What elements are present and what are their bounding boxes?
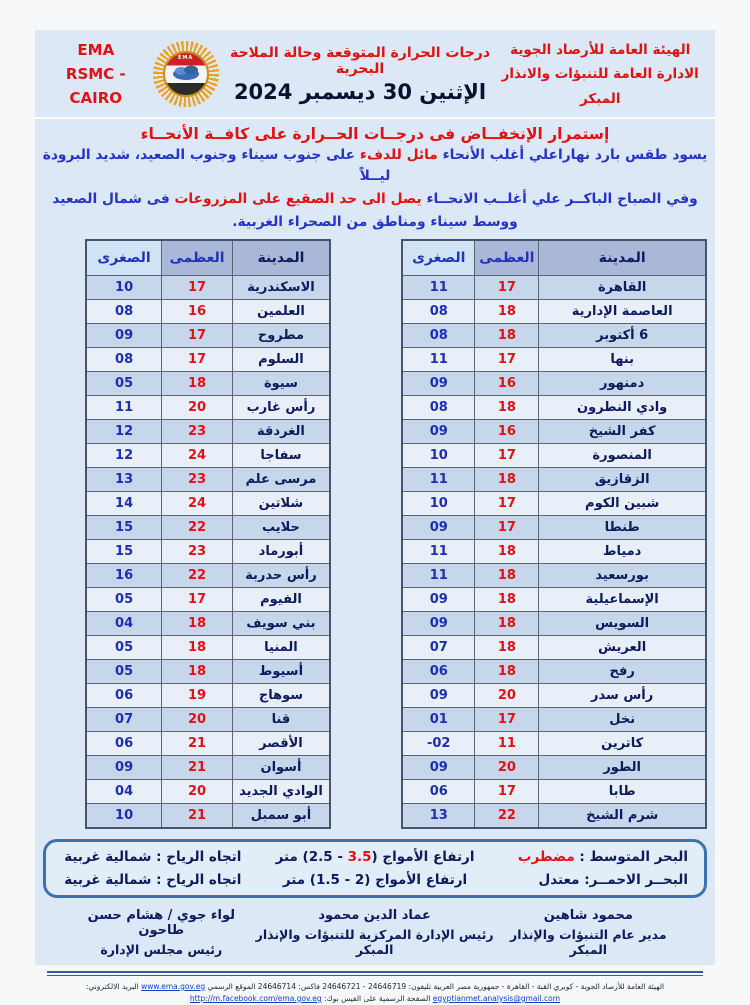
cell-max: 20: [475, 755, 539, 779]
signature-board-chairman: [73, 908, 250, 957]
text-segment: على جنوب سيناء وجنوب الصعيد، شديد البرودة ليــلاً: [42, 146, 391, 184]
cell-city: مطروح: [232, 323, 330, 347]
cell-city: أبو سمبل: [232, 803, 330, 828]
cell-city: كفر الشيخ: [539, 419, 706, 443]
forecast-line-2: [35, 189, 715, 210]
wave-range: [303, 849, 378, 865]
cell-min: 12: [86, 443, 162, 467]
city-row: [86, 467, 330, 491]
cell-max: 18: [162, 371, 233, 395]
cell-max: 17: [475, 491, 539, 515]
cell-min: 14: [86, 491, 162, 515]
city-row: [86, 347, 330, 371]
cell-min: 01: [402, 707, 475, 731]
cell-min: 15: [86, 539, 162, 563]
wave-range: [310, 872, 371, 888]
cell-min: 10: [402, 491, 475, 515]
city-row: [86, 755, 330, 779]
city-row: [86, 323, 330, 347]
ema-abbrev: EMA: [77, 41, 115, 60]
cell-min: 09: [402, 515, 475, 539]
city-row: [402, 707, 706, 731]
city-row: [86, 683, 330, 707]
cell-max: 21: [162, 803, 233, 828]
cell-max: 24: [162, 443, 233, 467]
cell-max: 18: [475, 611, 539, 635]
cell-min: 08: [402, 323, 475, 347]
city-row: [402, 419, 706, 443]
cell-min: 09: [86, 755, 162, 779]
rsmc-cairo-label: RSMC - CAIRO: [65, 65, 126, 108]
cell-min: 09: [402, 587, 475, 611]
city-row: [402, 515, 706, 539]
city-row: [402, 467, 706, 491]
city-row: [86, 587, 330, 611]
cell-max: 20: [162, 395, 233, 419]
footer-link[interactable]: www.ema.gov.eg: [141, 981, 206, 991]
cell-min: 11: [402, 563, 475, 587]
text-segment: فى شمال الصعيد: [52, 190, 175, 207]
cell-max: 23: [162, 467, 233, 491]
red-sea-state: [506, 872, 688, 888]
red-sea-row: [62, 872, 688, 888]
cell-max: 17: [162, 587, 233, 611]
cell-max: 18: [162, 659, 233, 683]
cell-max: 18: [475, 635, 539, 659]
cell-city: الطور: [539, 755, 706, 779]
cell-max: 18: [475, 563, 539, 587]
cell-city: المنيا: [232, 635, 330, 659]
cell-max: 21: [162, 731, 233, 755]
city-row: [402, 611, 706, 635]
cell-city: السويس: [539, 611, 706, 635]
cell-min: 11: [86, 395, 162, 419]
city-row: [86, 659, 330, 683]
cell-min: -02: [402, 731, 475, 755]
city-row: [86, 491, 330, 515]
cell-min: 10: [402, 443, 475, 467]
wave-range-high: 3.5: [347, 848, 372, 865]
cell-min: 16: [86, 563, 162, 587]
text-segment: الصفحة الرسمية على الفيس بوك:: [321, 993, 433, 1003]
cell-min: 05: [86, 587, 162, 611]
city-row: [402, 323, 706, 347]
signatory-title: رئيس مجلس الإدارة: [100, 941, 223, 957]
city-row: [86, 731, 330, 755]
cell-city: القاهرة: [539, 275, 706, 299]
table-header-row: [86, 240, 330, 276]
cell-city: السلوم: [232, 347, 330, 371]
city-row: [86, 611, 330, 635]
cell-city: العلمين: [232, 299, 330, 323]
red-sea-wave-height: [244, 872, 507, 888]
signature-central-admin-head: [250, 908, 500, 957]
cell-min: 07: [86, 707, 162, 731]
cell-max: 11: [475, 731, 539, 755]
cell-city: 6 أكتوبر: [539, 323, 706, 347]
cell-min: 08: [402, 299, 475, 323]
cell-max: 17: [162, 323, 233, 347]
cell-max: 21: [162, 755, 233, 779]
cell-city: رأس غارب: [232, 395, 330, 419]
cell-min: 13: [86, 467, 162, 491]
authority-titles: [495, 38, 705, 111]
city-row: [86, 563, 330, 587]
wave-label: ارتفاع الأمواج: [370, 871, 468, 888]
cloud-icon: [169, 64, 203, 82]
cell-max: 17: [475, 347, 539, 371]
wave-range-low: (2.5 -: [302, 848, 343, 865]
signatures-row: [35, 908, 715, 957]
city-row: [402, 779, 706, 803]
cell-city: دمنهور: [539, 371, 706, 395]
cell-max: 19: [162, 683, 233, 707]
city-row: [402, 539, 706, 563]
city-row: [86, 707, 330, 731]
city-row: [86, 299, 330, 323]
forecast-line-3: [35, 212, 715, 233]
wind-value: شمالية غربية: [64, 848, 152, 865]
wave-range-close: ): [364, 871, 371, 888]
city-row: [402, 563, 706, 587]
red-sea-wind: [62, 872, 244, 888]
text-segment: يسود طقس بارد نهاراعلي أغلب الأنحاء: [437, 146, 708, 163]
cell-min: 07: [402, 635, 475, 659]
table-header-row: [402, 240, 706, 276]
text-segment: يصل الى حد الصقيع على المزروعات: [174, 190, 422, 207]
bulletin-title-block: [225, 45, 496, 104]
cell-city: سيوة: [232, 371, 330, 395]
city-row: [86, 803, 330, 828]
authority-name: الهيئة العامة للأرصاد الجوية: [510, 42, 691, 58]
cell-min: 05: [86, 371, 162, 395]
cell-min: 09: [86, 323, 162, 347]
cell-max: 17: [162, 275, 233, 299]
signatory-title: مدير عام التنبؤات والإنذار المبكر: [510, 926, 667, 957]
cell-city: أبورماد: [232, 539, 330, 563]
cell-max: 17: [475, 443, 539, 467]
cell-max: 22: [162, 515, 233, 539]
cell-min: 06: [402, 659, 475, 683]
city-row: [402, 683, 706, 707]
cell-max: 18: [475, 659, 539, 683]
cell-min: 04: [86, 611, 162, 635]
city-row: [402, 347, 706, 371]
cell-city: شبين الكوم: [539, 491, 706, 515]
wind-label: اتجاه الرياح :: [151, 848, 242, 865]
signatory-title: رئيس الإدارة المركزية للتنبؤات والإنذار المبكر: [255, 926, 494, 957]
city-row: [402, 659, 706, 683]
cell-max: 16: [475, 371, 539, 395]
cell-min: 11: [402, 347, 475, 371]
cell-min: 09: [402, 371, 475, 395]
cell-city: العاصمة الإدارية: [539, 299, 706, 323]
cell-min: 08: [86, 299, 162, 323]
department-name: الادارة العامة للتنبؤات والانذار المبكر: [501, 66, 699, 107]
city-row: [402, 395, 706, 419]
cell-city: طابا: [539, 779, 706, 803]
cell-min: 08: [86, 347, 162, 371]
cell-max: 18: [475, 587, 539, 611]
cell-min: 09: [402, 755, 475, 779]
cell-city: العريش: [539, 635, 706, 659]
sea-label: البحر المتوسط :: [574, 848, 688, 865]
cell-city: الإسماعيلية: [539, 587, 706, 611]
cell-max: 18: [162, 635, 233, 659]
column-header: العظمى: [475, 240, 539, 276]
cell-city: رفح: [539, 659, 706, 683]
cell-city: سوهاج: [232, 683, 330, 707]
cell-max: 22: [162, 563, 233, 587]
bulletin-date: الإثنين 30 ديسمبر 2024: [233, 79, 487, 104]
sea-state-value: مضطرب: [517, 848, 575, 865]
forecast-headline: إستمرار الإنخفــاض فى درجــات الحــرارة على كافــة الأنحــاء: [140, 124, 610, 143]
signatory-name: عماد الدين محمود: [318, 907, 431, 923]
marine-conditions-box: [43, 839, 707, 898]
cell-min: 09: [402, 611, 475, 635]
cell-city: سفاجا: [232, 443, 330, 467]
city-row: [402, 443, 706, 467]
cell-city: الأقصر: [232, 731, 330, 755]
signature-forecast-director: [500, 908, 677, 957]
cell-city: شرم الشيخ: [539, 803, 706, 828]
cell-max: 17: [475, 275, 539, 299]
bulletin-header: [35, 36, 715, 119]
cell-max: 18: [162, 611, 233, 635]
cell-min: 15: [86, 515, 162, 539]
wave-unit: متر: [282, 871, 310, 888]
cell-max: 20: [162, 707, 233, 731]
city-row: [86, 779, 330, 803]
mediterranean-wind: [62, 849, 244, 865]
wave-unit: متر: [275, 848, 303, 865]
city-row: [86, 419, 330, 443]
signatory-name: لواء جوي / هشام حسن طاحون: [87, 907, 235, 938]
text-segment: البريد الالكتروني:: [85, 981, 142, 991]
cell-max: 16: [162, 299, 233, 323]
cell-city: بورسعيد: [539, 563, 706, 587]
cell-city: الوادي الجديد: [232, 779, 330, 803]
cell-min: 13: [402, 803, 475, 828]
sea-state-value: معتدل: [538, 871, 580, 888]
column-header: المدينة: [539, 240, 706, 276]
cell-city: الغردقة: [232, 419, 330, 443]
cell-city: مرسى علم: [232, 467, 330, 491]
wave-range-close: ): [371, 848, 378, 865]
cell-max: 20: [475, 683, 539, 707]
column-header: العظمى: [162, 240, 233, 276]
text-segment: ووسط سيناء ومناطق من الصحراء الغربية.: [232, 213, 518, 230]
cell-city: حلايب: [232, 515, 330, 539]
bulletin-title: درجات الحرارة المتوقعة وحالة الملاحة البحرية: [229, 44, 491, 77]
mediterranean-state: [506, 849, 688, 865]
cell-min: 10: [86, 275, 162, 299]
cell-city: نخل: [539, 707, 706, 731]
cell-min: 11: [402, 275, 475, 299]
bulletin-panel: [35, 30, 715, 965]
temperature-table-cairo-delta-sinai: [401, 239, 707, 829]
footer-link[interactable]: http://m.facebook.com/ema.gov.eg: [189, 993, 322, 1003]
cell-city: رأس سدر: [539, 683, 706, 707]
sea-label: البحــر الاحمــر:: [579, 871, 688, 888]
city-row: [86, 539, 330, 563]
cell-city: الزقازيق: [539, 467, 706, 491]
city-row: [402, 587, 706, 611]
cell-min: 11: [402, 539, 475, 563]
cell-city: أسوان: [232, 755, 330, 779]
ema-sun-logo: [153, 41, 219, 107]
cell-city: الفيوم: [232, 587, 330, 611]
cell-max: 17: [475, 515, 539, 539]
column-header: الصغرى: [402, 240, 475, 276]
column-header: الصغرى: [86, 240, 162, 276]
cell-max: 16: [475, 419, 539, 443]
city-row: [86, 395, 330, 419]
footer-divider: [47, 971, 703, 976]
cell-max: 18: [475, 299, 539, 323]
city-row: [86, 275, 330, 299]
wind-label: اتجاه الرياح :: [151, 871, 242, 888]
cell-min: 06: [402, 779, 475, 803]
text-segment: مائل للدفء: [359, 146, 438, 163]
mediterranean-row: [62, 849, 688, 865]
cell-min: 05: [86, 659, 162, 683]
cell-max: 22: [475, 803, 539, 828]
cell-min: 11: [402, 467, 475, 491]
mediterranean-wave-height: [244, 849, 507, 865]
cell-city: رأس حدربة: [232, 563, 330, 587]
cell-max: 20: [162, 779, 233, 803]
ema-latin-titles: [45, 38, 147, 110]
wind-value: شمالية غربية: [64, 871, 152, 888]
cell-city: المنصورة: [539, 443, 706, 467]
city-row: [402, 371, 706, 395]
ema-seal-icon: [163, 51, 209, 97]
cell-min: 09: [402, 683, 475, 707]
cell-max: 17: [475, 779, 539, 803]
cell-city: طنطا: [539, 515, 706, 539]
city-row: [86, 515, 330, 539]
city-row: [402, 299, 706, 323]
text-segment: الهيئة العامة للأرصاد الجوية - كوبري القبة - القاهرة - جمهورية مصر العربية تليفون: 24646719 - 24646721 فاكس: 24646714 الموقع الرسمي: [205, 981, 665, 991]
city-row: [86, 371, 330, 395]
ema-seal-text: EMA: [177, 55, 194, 62]
cell-city: شلاتين: [232, 491, 330, 515]
cell-min: 04: [86, 779, 162, 803]
city-row: [402, 635, 706, 659]
city-row: [402, 275, 706, 299]
cell-max: 18: [475, 323, 539, 347]
cell-max: 23: [162, 539, 233, 563]
city-row: [402, 803, 706, 828]
forecast-line-1: [35, 145, 715, 187]
cell-max: 18: [475, 395, 539, 419]
footer-link[interactable]: egyptianmet.analysis@gmail.com: [432, 993, 561, 1003]
cell-max: 17: [162, 347, 233, 371]
wave-range-low: (1.5 -: [309, 871, 351, 888]
cell-min: 08: [402, 395, 475, 419]
cell-min: 12: [86, 419, 162, 443]
cell-max: 18: [475, 539, 539, 563]
cell-max: 17: [475, 707, 539, 731]
city-row: [402, 491, 706, 515]
city-row: [86, 443, 330, 467]
wave-label: ارتفاع الأمواج: [377, 848, 475, 865]
cell-min: 06: [86, 683, 162, 707]
cell-min: 06: [86, 731, 162, 755]
column-header: المدينة: [232, 240, 330, 276]
cell-max: 23: [162, 419, 233, 443]
cell-city: كاترين: [539, 731, 706, 755]
temperature-table-coasts-upper-egypt: [85, 239, 331, 829]
wave-range-high: 2: [354, 871, 365, 888]
cell-min: 05: [86, 635, 162, 659]
cell-city: دمياط: [539, 539, 706, 563]
cell-city: بني سويف: [232, 611, 330, 635]
cell-min: 10: [86, 803, 162, 828]
cell-city: قنا: [232, 707, 330, 731]
cell-min: 09: [402, 419, 475, 443]
city-row: [86, 635, 330, 659]
text-segment: وفي الصباح الباكــر علي أغلــب الانحــاء: [421, 190, 698, 207]
cell-city: بنها: [539, 347, 706, 371]
temperature-tables: [35, 239, 715, 829]
signatory-name: محمود شاهين: [543, 907, 633, 923]
cell-city: أسيوط: [232, 659, 330, 683]
footer-contact-line: [35, 981, 715, 1005]
cell-city: وادي النطرون: [539, 395, 706, 419]
cell-max: 24: [162, 491, 233, 515]
cell-max: 18: [475, 467, 539, 491]
city-row: [402, 731, 706, 755]
cell-city: الاسكندرية: [232, 275, 330, 299]
city-row: [402, 755, 706, 779]
